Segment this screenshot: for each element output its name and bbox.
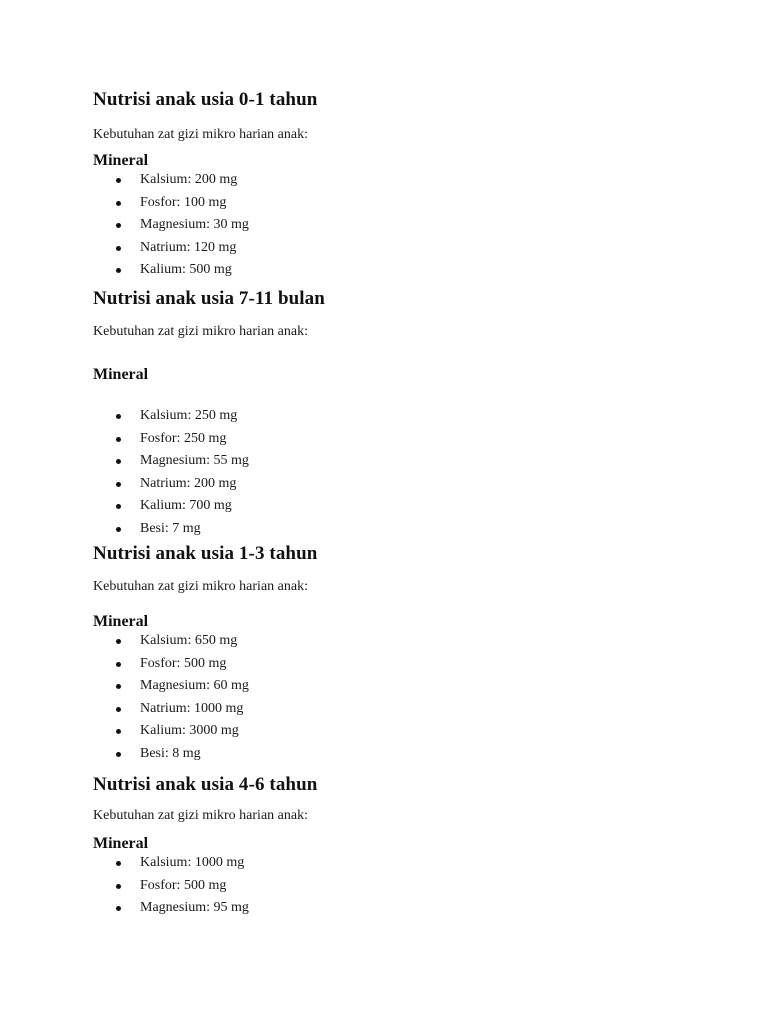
list-item: [93, 428, 713, 451]
section-intro: Kebutuhan zat gizi mikro harian anak:: [93, 808, 308, 823]
list-item-text: Magnesium: 55 mg: [140, 453, 249, 469]
bullet-icon: [116, 639, 121, 644]
bullet-icon: [116, 437, 121, 442]
mineral-subheading: Mineral: [93, 835, 149, 852]
list-item-text: Kalium: 500 mg: [140, 262, 232, 278]
bullet-icon: [116, 707, 121, 712]
list-item: [93, 743, 713, 766]
bullet-icon: [116, 459, 121, 464]
list-item-text: Kalsium: 650 mg: [140, 633, 238, 648]
mineral-subheading: Mineral: [93, 613, 149, 630]
bullet-icon: [116, 504, 121, 509]
list-item: [93, 259, 713, 282]
mineral-subheading: Mineral: [93, 152, 149, 169]
list-item-text: Kalium: 3000 mg: [140, 723, 239, 739]
mineral-list: [93, 630, 713, 766]
list-item-text: Fosfor: 500 mg: [140, 877, 227, 893]
section-heading: Nutrisi anak usia 0-1 tahun: [93, 89, 318, 110]
bullet-icon: [116, 729, 121, 734]
section-0-1-tahun: [93, 89, 713, 282]
list-item: [93, 875, 713, 898]
section-intro: Kebutuhan zat gizi mikro harian anak:: [93, 127, 308, 142]
bullet-icon: [116, 268, 121, 273]
section-1-3-tahun: [93, 543, 713, 766]
bullet-icon: [116, 752, 121, 757]
list-item-text: Kalsium: 200 mg: [140, 172, 238, 187]
list-item-text: Fosfor: 250 mg: [140, 430, 227, 446]
bullet-icon: [116, 246, 121, 251]
list-item-text: Natrium: 200 mg: [140, 475, 237, 491]
bullet-icon: [116, 884, 121, 889]
section-heading: Nutrisi anak usia 1-3 tahun: [93, 543, 318, 564]
section-intro: Kebutuhan zat gizi mikro harian anak:: [93, 324, 308, 339]
bullet-icon: [116, 527, 121, 532]
list-item-text: Natrium: 1000 mg: [140, 700, 244, 716]
list-item: [93, 169, 713, 192]
list-item-text: Fosfor: 100 mg: [140, 194, 227, 210]
mineral-subheading: Mineral: [93, 366, 149, 383]
list-item-text: Magnesium: 30 mg: [140, 217, 249, 233]
section-heading: Nutrisi anak usia 4-6 tahun: [93, 774, 318, 795]
section-heading: Nutrisi anak usia 7-11 bulan: [93, 288, 325, 309]
list-item: [93, 675, 713, 698]
bullet-icon: [116, 414, 121, 419]
bullet-icon: [116, 482, 121, 487]
list-item: [93, 720, 713, 743]
bullet-icon: [116, 906, 121, 911]
list-item: [93, 405, 713, 428]
list-item: [93, 192, 713, 215]
section-4-6-tahun: [93, 774, 713, 920]
list-item-text: Fosfor: 500 mg: [140, 655, 227, 671]
bullet-icon: [116, 223, 121, 228]
list-item: [93, 473, 713, 496]
bullet-icon: [116, 684, 121, 689]
list-item: [93, 630, 713, 653]
list-item: [93, 214, 713, 237]
section-intro: Kebutuhan zat gizi mikro harian anak:: [93, 579, 308, 594]
list-item-text: Kalsium: 250 mg: [140, 408, 238, 423]
mineral-list: [93, 405, 713, 541]
list-item: [93, 698, 713, 721]
section-7-11-bulan: [93, 288, 713, 541]
list-item: [93, 518, 713, 541]
list-item-text: Natrium: 120 mg: [140, 239, 237, 255]
list-item: [93, 653, 713, 676]
bullet-icon: [116, 662, 121, 667]
bullet-icon: [116, 178, 121, 183]
list-item: [93, 450, 713, 473]
list-item-text: Magnesium: 95 mg: [140, 900, 249, 916]
list-item: [93, 852, 713, 875]
list-item-text: Besi: 7 mg: [140, 520, 201, 536]
list-item-text: Magnesium: 60 mg: [140, 678, 249, 694]
list-item: [93, 237, 713, 260]
list-item-text: Besi: 8 mg: [140, 745, 201, 761]
list-item: [93, 897, 713, 920]
list-item: [93, 495, 713, 518]
mineral-list: [93, 852, 713, 920]
mineral-list: [93, 169, 713, 282]
bullet-icon: [116, 201, 121, 206]
list-item-text: Kalium: 700 mg: [140, 498, 232, 514]
list-item-text: Kalsium: 1000 mg: [140, 855, 245, 870]
bullet-icon: [116, 861, 121, 866]
